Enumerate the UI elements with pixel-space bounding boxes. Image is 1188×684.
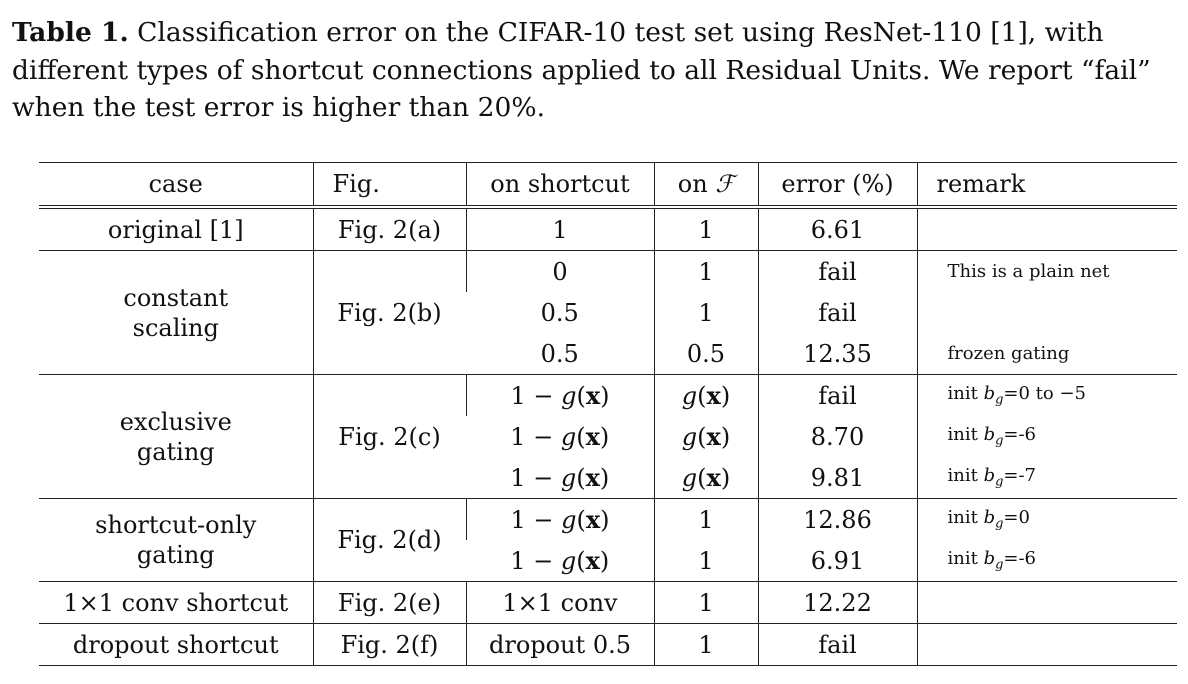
remark-var: b <box>983 424 996 446</box>
math-x: x <box>585 463 600 492</box>
remark-sub: g <box>995 474 1004 490</box>
header-fig: Fig. <box>313 163 466 208</box>
error-cell: fail <box>758 251 917 293</box>
remark-var: b <box>983 548 996 570</box>
remark-prefix: init <box>947 548 984 570</box>
f-cell: 0.5 <box>654 333 758 375</box>
table-row <box>39 582 1177 624</box>
shortcut-cell: 1 <box>466 207 654 251</box>
remark-var: b <box>983 383 996 405</box>
remark-prefix: init <box>947 507 984 529</box>
f-cell: g(x) <box>654 375 758 417</box>
math-x: x <box>585 381 601 410</box>
case-cell: dropout shortcut <box>39 624 313 666</box>
remark-suffix: =0 to −5 <box>1003 383 1086 405</box>
math-g: g <box>560 464 577 492</box>
error-cell: 8.70 <box>758 416 917 457</box>
remark-cell <box>917 292 1177 333</box>
table-caption <box>12 14 1188 127</box>
case-line-1: constant <box>123 283 229 312</box>
case-line-2: scaling <box>132 313 219 342</box>
remark-cell <box>917 624 1177 666</box>
f-cell: 1 <box>654 540 758 582</box>
math-g: g <box>560 423 577 451</box>
f-cell: 1 <box>654 582 758 624</box>
shortcut-cell: 1 − g(x) <box>466 375 654 417</box>
header-on-f-prefix: on <box>677 170 716 198</box>
remark-sub: g <box>995 557 1004 573</box>
remark-prefix: init <box>947 465 984 487</box>
fig-cell: Fig. 2(e) <box>313 582 466 624</box>
shortcut-cell: 0.5 <box>540 298 579 327</box>
case-line-2: gating <box>136 541 215 569</box>
f-cell: 1 <box>654 207 758 251</box>
table-row <box>39 375 1177 417</box>
header-case: case <box>39 163 313 208</box>
fig-cell: Fig. 2(a) <box>313 207 466 251</box>
remark-sub: g <box>995 392 1004 408</box>
caption-line-3: when the test error is higher than 20%. <box>12 92 545 123</box>
shortcut-cell: 0.5 <box>540 339 579 368</box>
remark-cell <box>917 582 1177 624</box>
remark-prefix: init <box>947 424 984 446</box>
remark-suffix: =-7 <box>1003 465 1037 487</box>
math-g: g <box>681 423 698 451</box>
shortcut-cell: 1 − g(x) <box>510 422 610 451</box>
error-cell: fail <box>758 624 917 666</box>
remark-cell: This is a plain net <box>917 251 1177 293</box>
shortcut-cell: 1 − g(x) <box>510 463 610 492</box>
case-cell: original [1] <box>107 215 244 244</box>
f-cell: g(x) <box>654 457 758 499</box>
header-on-f <box>654 163 758 208</box>
shortcut-cell: 0 <box>466 251 654 293</box>
table-row <box>39 207 1177 251</box>
math-x: x <box>706 463 721 492</box>
table-row <box>39 499 1177 541</box>
fig-cell: Fig. 2(d) <box>313 499 466 582</box>
shortcut-cell: 1 − g(x) <box>510 546 610 575</box>
f-cell: 1 <box>654 499 758 541</box>
header-on-f-symbol: ℱ <box>715 170 735 198</box>
math-x: x <box>585 546 600 575</box>
case-cell: 1×1 conv shortcut <box>39 582 313 624</box>
f-cell: g(x) <box>654 416 758 457</box>
caption-line-2: different types of shortcut connections applied to all Residual Units. We report “fail” <box>12 54 1151 86</box>
error-cell: fail <box>758 292 917 333</box>
table-row <box>39 251 1177 293</box>
math-x: x <box>706 422 721 451</box>
remark-cell <box>917 375 1177 417</box>
caption-line-1: Classification error on the CIFAR-10 test set using ResNet-110 [1], with <box>128 17 1104 48</box>
shortcut-cell: 1 − g(x) <box>466 499 654 541</box>
shortcut-cell: dropout 0.5 <box>466 624 654 666</box>
math-g: g <box>681 464 698 492</box>
remark-cell <box>917 457 1177 499</box>
error-cell: fail <box>758 375 917 417</box>
case-cell <box>39 251 313 375</box>
math-x: x <box>585 422 600 451</box>
remark-var: b <box>983 507 996 529</box>
remark-cell: frozen gating <box>917 333 1177 375</box>
remark-suffix: =0 <box>1003 507 1030 529</box>
error-cell: 12.22 <box>758 582 917 624</box>
case-cell <box>39 499 313 582</box>
header-on-shortcut: on shortcut <box>466 163 654 208</box>
math-g: g <box>561 506 577 534</box>
case-line-1: shortcut-only <box>95 511 257 539</box>
remark-cell <box>917 540 1177 582</box>
math-x: x <box>585 505 601 534</box>
case-cell <box>39 375 313 499</box>
case-line-1: exclusive <box>119 407 232 436</box>
remark-suffix: =-6 <box>1003 548 1037 570</box>
remark-sub: g <box>995 433 1004 449</box>
remark-prefix: init <box>947 383 984 405</box>
case-line-2: gating <box>136 437 215 466</box>
error-cell: 12.35 <box>758 333 917 375</box>
remark-sub: g <box>995 516 1004 532</box>
f-cell: 1 <box>654 624 758 666</box>
remark-cell <box>917 416 1177 457</box>
math-g: g <box>560 547 577 575</box>
fig-cell: Fig. 2(f) <box>313 624 466 666</box>
remark-cell <box>917 499 1177 541</box>
fig-cell: Fig. 2(c) <box>313 375 466 499</box>
f-cell: 1 <box>654 251 758 293</box>
header-error: error (%) <box>758 163 917 208</box>
caption-label: Table 1. <box>12 17 129 48</box>
error-cell: 9.81 <box>758 457 917 499</box>
header-row <box>39 163 1177 208</box>
f-cell: 1 <box>654 292 758 333</box>
table-row <box>39 624 1177 666</box>
remark-cell <box>917 207 1177 251</box>
shortcut-cell: 1×1 conv <box>466 582 654 624</box>
error-cell: 6.61 <box>758 207 917 251</box>
math-g: g <box>681 382 698 410</box>
header-remark: remark <box>917 163 1177 208</box>
math-g: g <box>561 382 577 410</box>
results-table <box>39 162 1177 666</box>
error-cell: 12.86 <box>758 499 917 541</box>
remark-suffix: =-6 <box>1003 424 1037 446</box>
math-x: x <box>706 381 721 410</box>
fig-cell: Fig. 2(b) <box>313 251 466 375</box>
error-cell: 6.91 <box>758 540 917 582</box>
remark-var: b <box>983 465 996 487</box>
